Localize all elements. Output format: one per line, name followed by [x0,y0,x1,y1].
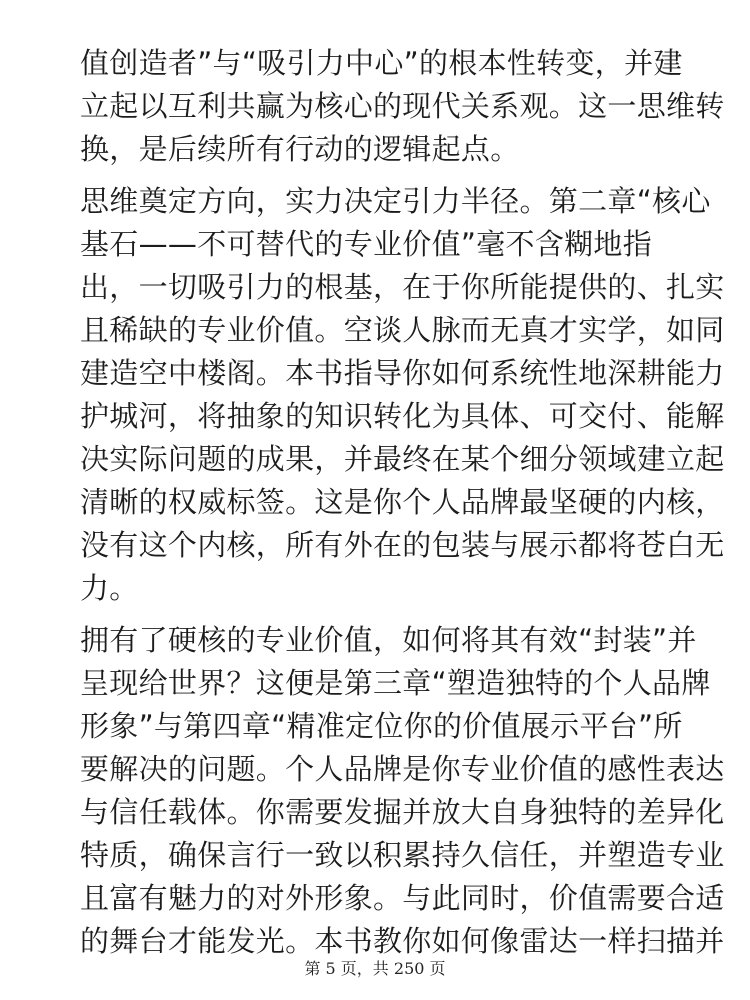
paragraph-1 [80,42,725,171]
paragraph-spacer [80,171,680,180]
text-line: 力。 [80,571,139,605]
text-line: 护城河，将抽象的知识转化为具体、可交付、能解 [80,399,725,433]
text-line: 立起以互利共赢为核心的现代关系观。这一思维转 [80,89,725,123]
text-line: 换，是后续所有行动的逻辑起点。 [80,132,520,166]
text-line: 的舞台才能发光。本书教你如何像雷达一样扫描并 [80,924,725,958]
text-line: 没有这个内核，所有外在的包装与展示都将苍白无 [80,528,725,562]
text-line: 清晰的权威标签。这是你个人品牌最坚硬的内核， [80,485,725,519]
text-line: 建造空中楼阁。本书指导你如何系统性地深耕能力 [80,356,725,390]
text-line: 且富有魅力的对外形象。与此同时，价值需要合适 [80,881,725,915]
text-line: 拥有了硬核的专业价值，如何将其有效“封装”并 [80,623,697,657]
text-line: 形象”与第四章“精准定位你的价值展示平台”所 [80,709,683,743]
paragraph-spacer [80,610,680,619]
text-line: 思维奠定方向，实力决定引力半径。第二章“核心 [80,184,711,218]
paragraph-2 [80,180,725,610]
text-line: 决实际问题的成果，并最终在某个细分领域建立起 [80,442,725,476]
page-number: 第 5 页，共 250 页 [304,959,446,978]
text-line: 值创造者”与“吸引力中心”的根本性转变，并建 [80,46,683,80]
text-line: 与信任载体。你需要发掘并放大自身独特的差异化 [80,795,725,829]
paragraph-3 [80,619,725,963]
text-line: 呈现给世界？这便是第三章“塑造独特的个人品牌 [80,666,711,700]
text-line: 且稀缺的专业价值。空谈人脉而无真才实学，如同 [80,313,725,347]
text-line: 出，一切吸引力的根基，在于你所能提供的、扎实 [80,270,725,304]
text-line: 要解决的问题。个人品牌是你专业价值的感性表达 [80,752,725,786]
text-line: 特质，确保言行一致以积累持久信任，并塑造专业 [80,838,725,872]
body-text [80,42,725,963]
text-line: 基石——不可替代的专业价值”毫不含糊地指 [80,227,653,261]
